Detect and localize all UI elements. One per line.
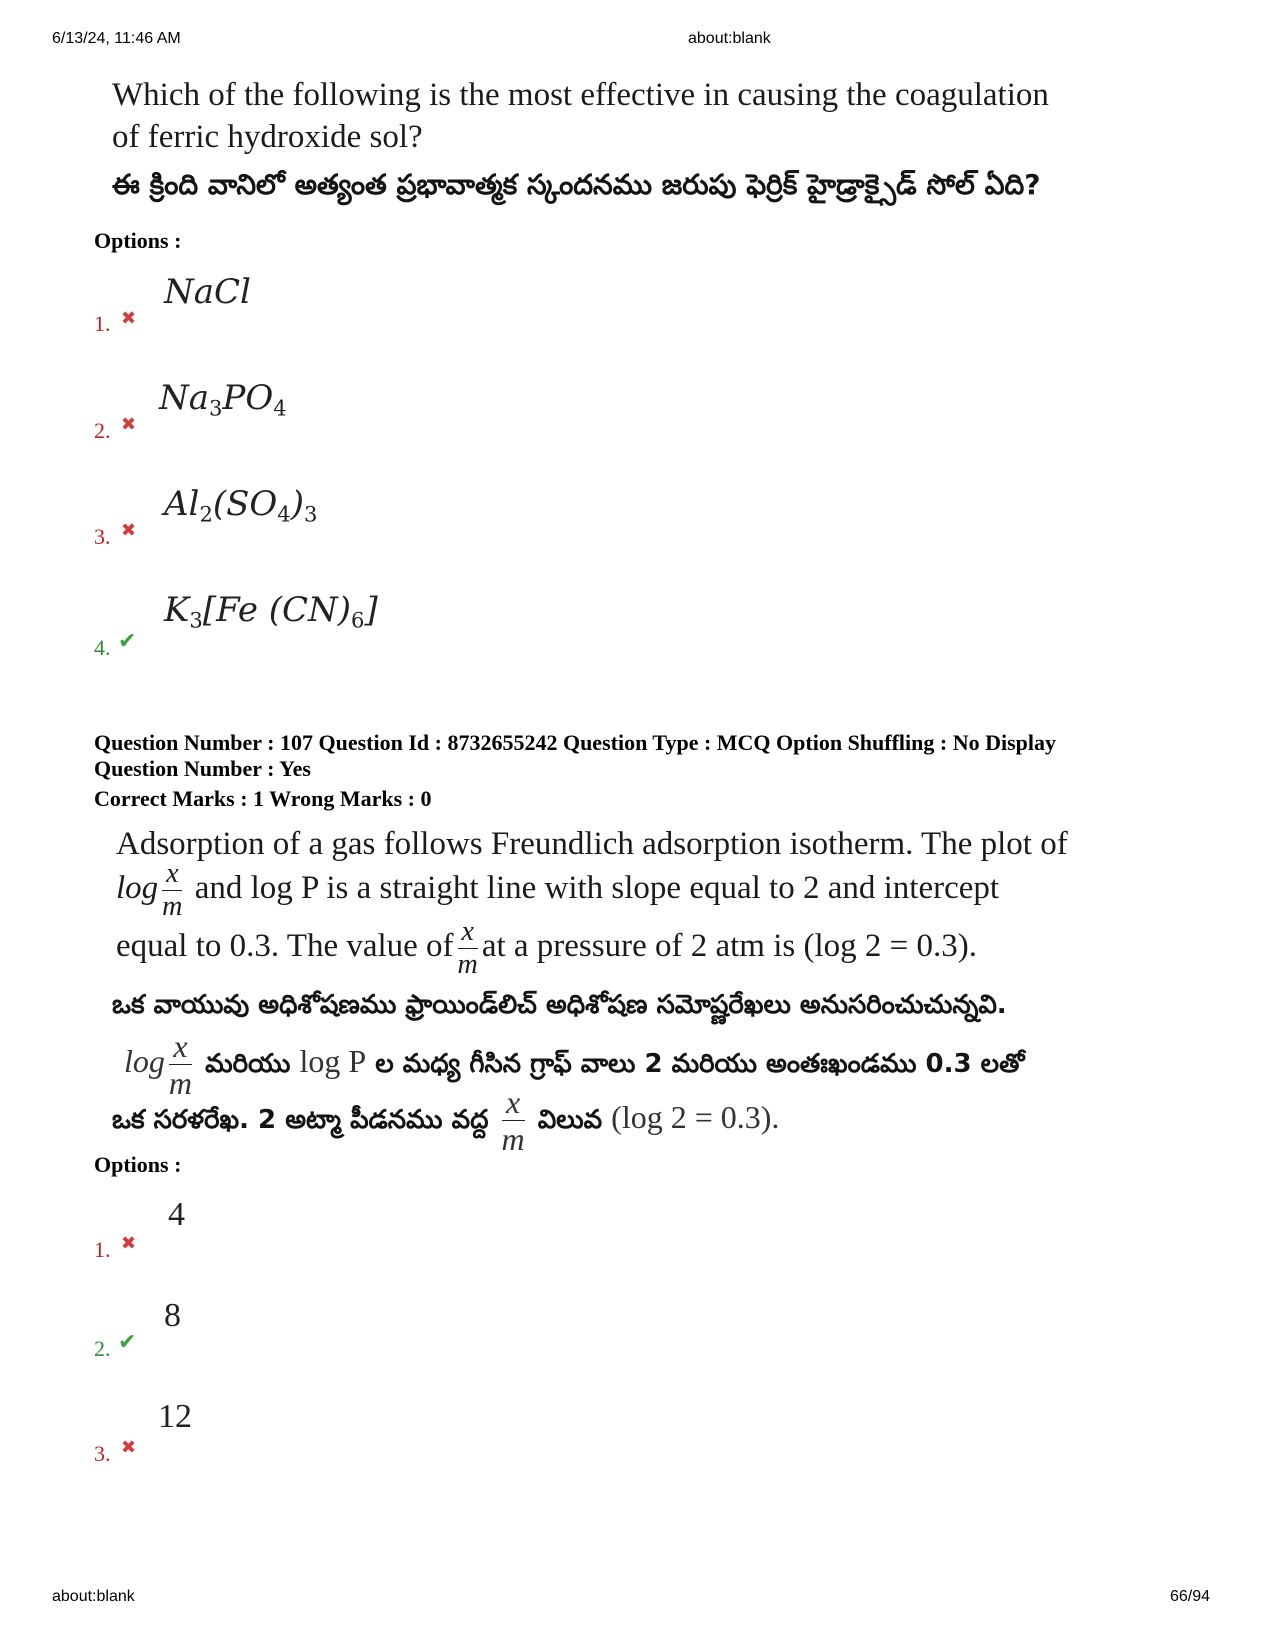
fraction-x-over-m: $\frac{x}{m}$ xyxy=(501,1084,525,1157)
option-2-number: 2. xyxy=(94,1336,111,1361)
option-2-number: 2. xyxy=(94,418,111,443)
question-107-te-line2: log $\frac{x}{m}$ మరియు log P ల మధ్య గీసిన గ్రాఫ్ వాలు 2 మరియు అంతఃఖండము 0.3 లతో xyxy=(124,1028,1025,1101)
option-3-value: 12 xyxy=(158,1398,192,1435)
question-107-en-line1: Adsorption of a gas follows Freundlich adsorption isotherm. The plot of xyxy=(116,826,1068,862)
options-label: Options : xyxy=(94,1152,182,1177)
wrong-mark-icon: ✖ xyxy=(121,1233,137,1254)
check-mark-icon: ✔ xyxy=(118,629,137,654)
print-footer-url: about:blank xyxy=(52,1588,135,1605)
option-4-number: 4. xyxy=(94,635,111,660)
option-1-number: 1. xyxy=(94,311,111,336)
print-page-title: about:blank xyxy=(688,30,771,47)
question-107-meta-line2: Question Number : Yes xyxy=(94,756,311,781)
question-107-marks: Correct Marks : 1 Wrong Marks : 0 xyxy=(94,786,432,811)
wrong-mark-icon: ✖ xyxy=(121,414,137,435)
option-2-value: 8 xyxy=(164,1297,181,1334)
question-106-text-en-line2: of ferric hydroxide sol? xyxy=(112,119,423,155)
option-3-formula: $Al_2(SO_4)_3$ xyxy=(164,484,318,527)
option-2-formula: $Na_3PO_4$ xyxy=(159,378,287,421)
print-datetime: 6/13/24, 11:46 AM xyxy=(52,30,181,47)
print-page-number: 66/94 xyxy=(1170,1588,1211,1605)
option-1-number: 1. xyxy=(94,1237,111,1262)
question-106-text-te: ఈ క్రింది వానిలో అత్యంత ప్రభావాత్మక స్కందనము జరుపు ఫెర్రిక్ హైడ్రాక్సైడ్ సోల్ ఏది? xyxy=(112,168,1041,201)
option-1-value: 4 xyxy=(168,1196,185,1233)
fraction-x-over-m: $\frac{x}{m}$ xyxy=(162,858,183,923)
option-3-number: 3. xyxy=(94,1441,111,1466)
option-1-formula: NaCl xyxy=(164,272,251,312)
fraction-x-over-m: $\frac{x}{m}$ xyxy=(457,916,478,981)
question-107-meta-line1: Question Number : 107 Question Id : 8732655242 Question Type : MCQ Option Shuffling : No Display xyxy=(94,730,1057,755)
question-107-en-line2: log $\frac{x}{m}$ and log P is a straight line with slope equal to 2 and intercept xyxy=(116,858,1000,923)
question-107-en-line3: equal to 0.3. The value of $\frac{x}{m}$ at a pressure of 2 atm is (log 2 = 0.3). xyxy=(116,916,977,981)
check-mark-icon: ✔ xyxy=(118,1330,137,1355)
option-4-formula: $K_3[Fe$ $(CN)_6$] xyxy=(164,590,378,633)
wrong-mark-icon: ✖ xyxy=(121,1437,137,1458)
question-106-text-en-line1: Which of the following is the most effective in causing the coagulation xyxy=(112,77,1049,113)
wrong-mark-icon: ✖ xyxy=(121,520,137,541)
question-107-te-line3: ఒక సరళరేఖ. 2 అట్మా పీడనము వద్ద $\frac{x}{m}$ విలువ (log 2 = 0.3). xyxy=(112,1084,780,1157)
option-3-number: 3. xyxy=(94,524,111,549)
wrong-mark-icon: ✖ xyxy=(121,308,137,329)
question-107-te-line1: ఒక వాయువు అధిశోషణము ఫ్రాయిండ్‌లిచ్ అధిశోషణ సమోష్ణరేఖలు అనుసరించుచున్నవి. xyxy=(112,990,1007,1020)
fraction-x-over-m: $\frac{x}{m}$ xyxy=(168,1028,192,1101)
options-label: Options : xyxy=(94,228,182,253)
